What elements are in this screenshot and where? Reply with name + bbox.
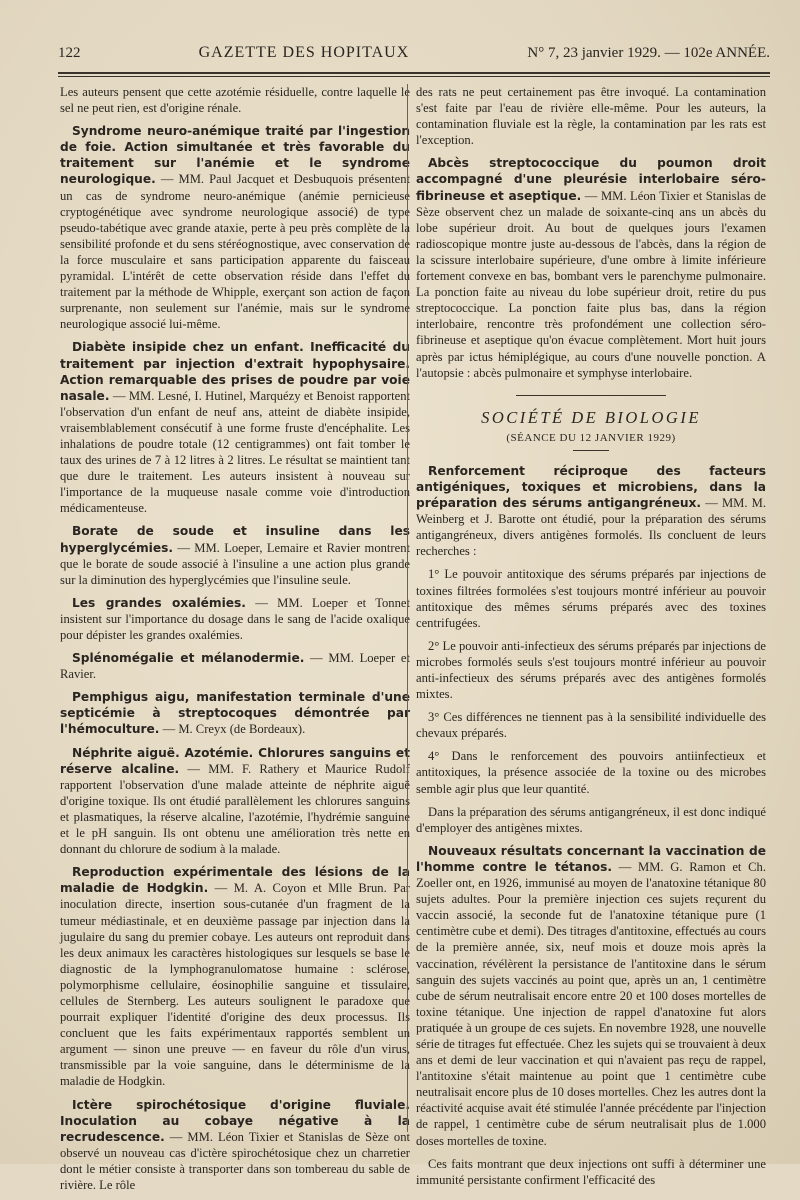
journal-title: GAZETTE DES HOPITAUX bbox=[198, 44, 410, 61]
article-heading: Syndrome neuro-anémique traité par l'ingestion de foie. Action simultanée et très favorable du traitement sur l'anémie et le syndrome neurologique. bbox=[60, 124, 410, 187]
paragraph: 4° Dans le renforcement des pouvoirs antiinfectieux et antitoxiques, la présence associée de la toxine ou des microbes semble agir plus que leur quantité. bbox=[416, 749, 766, 796]
article-heading: Nouveaux résultats concernant la vaccination de l'homme contre le tétanos. bbox=[416, 843, 766, 874]
article-body: — MM. G. Ramon et Ch. Zoeller ont, en 1926, immunisé au moyen de l'anatoxine tétanique 80 sujets adultes. Pour la première injection ces sujets reçurent du vaccin associé, la seconde fut de l'anatoxine tétanique pure (1 centimètre cube et demi). Des titrages d'antitoxine, effectués au cours de la première année, six, neuf mois et douze mois après la vaccination, révélèrent la persistance de l'antitoxine dans le sérum sanguin des sujets vaccinés au point que, après un an, 1 centimètre cube de sérum neutralisait encore entre 20 et 100 doses mortelles de toxine tétanique. Une injection de rappel d'anatoxine fut alors pratiquée à un groupe de ces sujets. En novembre 1928, une nouvelle série de titrages fut effectuée. Chez les sujets qui se trouvaient à deux ans et demi de leur vaccination et qui n'avaient pas reçu de rappel, l'antitoxine s'était maintenue au point que 1 centimètre cube neutralisait encore plus de 10 doses mortelles. Chez les autres dont la réactivité acquise avait été stimulée l'année précédente par l'injection de rappel, 1 centimètre cube de sérum neutralisait plus de 1.000 doses mortelles de toxine. bbox=[416, 859, 766, 1148]
article-heading: Borate de soude et insuline dans les hyperglycémies. bbox=[60, 524, 410, 555]
article-body: — MM. M. Weinberg et J. Barotte ont étudié, pour la préparation des sérums antigangréneux, divers antigènes formolés. Ils concluent de leurs recherches : bbox=[416, 496, 766, 559]
article-body: — MM. F. Rathery et Maurice Rudolf rapportent l'observation d'une malade atteinte de néphrite aiguë d'origine toxique. Ils ont étudié parallèlement les chlorures sanguins et plasmatiques, la réserve alcaline, l'azotémie, l'hydrémie sanguine et le pH sanguin. Ils ont obtenu une amélioration très nette en donnant du chlorure de sodium à la malade. bbox=[60, 761, 410, 857]
article bbox=[60, 689, 410, 737]
paragraph: 1° Le pouvoir antitoxique des sérums préparés par injections de toxines filtrées formolées s'est toujours montré inférieur au pouvoir antitoxique des mêmes sérums préparés avec des toxines centrifugées. bbox=[416, 567, 766, 630]
header-rule bbox=[58, 72, 770, 74]
article bbox=[60, 745, 410, 858]
article-body: — MM. Léon Tixier et Stanislas de Sèze ont observé un nouveau cas d'ictère spirochétosique chez un charretier dont le métier consiste à transporter dans son tombereau du sable de rivière. Le rôle bbox=[60, 1129, 410, 1192]
article-body: — MM. Paul Jacquet et Desbuquois présentent un cas de syndrome neuro-anémique (anémie pernicieuse cryptogénétique avec syndrome neurologique associé) de type pseudo-tabétique avec grande ataxie, perte à peu près complète de la sensibilité profonde et du sens stéréognostique, avec conservation de la force musculaire et sans participation apparente du faisceau pyramidal. L'intérêt de cette observation réside dans l'effet du traitement par la méthode de Whipple, exerçant son action de façon surprenante, non seulement sur l'anémie, mais sur le syndrome neurologique associé lui-même. bbox=[60, 172, 410, 332]
left-column bbox=[60, 84, 410, 1200]
article-heading: Splénomégalie et mélanodermie. bbox=[72, 651, 305, 666]
article bbox=[60, 123, 410, 332]
continued-paragraph: Les auteurs pensent que cette azotémie résiduelle, contre laquelle le sel ne peut rien, est d'origine rénale. bbox=[60, 85, 410, 116]
article-heading: Néphrite aiguë. Azotémie. Chlorures sanguins et réserve alcaline. bbox=[60, 745, 410, 776]
article bbox=[60, 864, 410, 1089]
article-heading: Diabète insipide chez un enfant. Inefficacité du traitement par injection d'extrait hypophysaire. Action remarquable des prises de poudre par voie nasale. bbox=[60, 340, 410, 403]
article-heading: Reproduction expérimentale des lésions de la maladie de Hodgkin. bbox=[60, 865, 410, 896]
article bbox=[416, 155, 766, 380]
article-body: — M. A. Coyon et Mlle Brun. Par inoculation directe, insertion sous-cutanée d'un fragment de la tumeur médiastinale, et en deuxième passage par injection dans la jugulaire du sang du premier cobaye. Les auteurs ont reproduit dans les deux animaux les caractères histologiques sur lesquels se base le diagnostic de la lymphogranulomatose humaine : sclérose, polymorphisme cellulaire, éosinophilie sanguine et tissulaire, cellules de Sternberg. Les auteurs soulignent le paradoxe que pourrait expliquer l'identité d'origine des deux processus. Ils concluent que les faits expérimentaux rapportés semblent un argument — sinon une preuve — en faveur du rôle d'un virus, transmissible par la voie sanguine, dans le déterminisme de la maladie de Hodgkin. bbox=[60, 881, 410, 1089]
issue-info: N° 7, 23 janvier 1929. — 102e ANNÉE. bbox=[527, 45, 770, 61]
article bbox=[60, 339, 410, 516]
article-body: — MM. Loeper et Ravier. bbox=[60, 651, 411, 682]
continued-paragraph: des rats ne peut certainement pas être invoqué. La contamination s'est faite par l'eau de rivière elle-même. Pour les auteurs, la contamination fluviale est la règle, la contamination par les rats est l'exception. bbox=[416, 85, 766, 148]
article-body: — MM. Léon Tixier et Stanislas de Sèze observent chez un malade de soixante-cinq ans un abcès du lobe supérieur droit. Au bout de quelques jours l'examen radioscopique montre juste au-dessous de l'abcès, dans la région de la scissure interlobaire supérieure, d'une ombre à limite inférieure fortement convexe en bas, bombant vers le parenchyme pulmonaire. La ponction faite au niveau du lobe supérieur droit, retire du pus streptococcique. La ponction faite plus bas, dans la région interlobaire, rencontre très profondément une collection séro-fibrineuse et aseptique qu'on évacue complètement. Mort huit jours après par ictus hémiplégique, au cours d'une nouvelle ponction. A l'autopsie : abcès pulmonaire et symphyse interlobaire. bbox=[416, 188, 766, 380]
article bbox=[416, 463, 766, 560]
article-heading: Les grandes oxalémies. bbox=[72, 595, 246, 610]
page-header bbox=[58, 44, 770, 68]
article bbox=[416, 843, 766, 1149]
article-body: — MM. Loeper, Lemaire et Ravier montrent que le borate de soude associé à l'insuline a une action plus grande sur la diminution des hyperglycémies que l'insuline seule. bbox=[60, 540, 410, 587]
section-short-rule bbox=[573, 450, 609, 451]
section-subtitle: (SÉANCE DU 12 JANVIER 1929) bbox=[506, 431, 676, 444]
page-number: 122 bbox=[58, 45, 81, 61]
article-heading: Pemphigus aigu, manifestation terminale d'une septicémie à streptocoques démontrée par l'hémoculture. bbox=[60, 690, 410, 737]
paragraph: Dans la préparation des sérums antigangréneux, il est donc indiqué d'employer des antigènes mixtes. bbox=[416, 804, 766, 835]
article bbox=[60, 650, 410, 682]
column-divider bbox=[407, 84, 408, 1132]
article-heading: Ictère spirochétosique d'origine fluviale. Inoculation au cobaye négative à la recrudescence. bbox=[60, 1097, 410, 1144]
article bbox=[60, 1097, 410, 1194]
article-body: — MM. Loeper et Tonnet insistent sur l'importance du dosage dans le sang de l'acide oxalique pour dépister les grandes oxalémies. bbox=[60, 595, 410, 642]
article-heading: Renforcement réciproque des facteurs antigéniques, toxiques et microbiens, dans la préparation des sérums antigangréneux. bbox=[416, 463, 766, 511]
article-body: — M. Creyx (de Bordeaux). bbox=[159, 722, 306, 737]
article-heading: Abcès streptococcique du poumon droit accompagné d'une pleurésie interlobaire séro-fibrineuse et aseptique. bbox=[416, 156, 766, 203]
article bbox=[60, 595, 410, 643]
paragraph: Ces faits montrant que deux injections ont suffi à déterminer une immunité persistante confirment l'efficacité des bbox=[416, 1156, 766, 1187]
article bbox=[60, 523, 410, 587]
paragraph: 3° Ces différences ne tiennent pas à la sensibilité individuelle des chevaux préparés. bbox=[416, 710, 766, 741]
section-title: SOCIÉTÉ DE BIOLOGIE bbox=[481, 407, 701, 427]
article-body: — MM. Lesné, I. Hutinel, Marquézy et Benoist rapportent l'observation d'un enfant de neuf ans, atteint de diabète insipide, vraisemblablement consécutif à une forme fruste d'encéphalite. Les inhalations de poudre totale (12 centigrammes) ont fait tomber le taux des urines de 7 à 12 litres à 2 litres. Le résultat se maintient tant que dure le traitement. Les auteurs insistent à nouveau sur l'importance de la muqueuse nasale comme voie d'introduction médicamenteuse. bbox=[60, 388, 410, 516]
header-rule-thin bbox=[58, 76, 770, 77]
right-column bbox=[416, 84, 766, 1195]
paragraph: 2° Le pouvoir anti-infectieux des sérums préparés par injections de microbes formolés seuls s'est toujours montré inférieur au pouvoir anti-infectieux des sérums préparés avec des antigènes formolés mixtes. bbox=[416, 638, 766, 702]
section-separator bbox=[516, 395, 666, 396]
